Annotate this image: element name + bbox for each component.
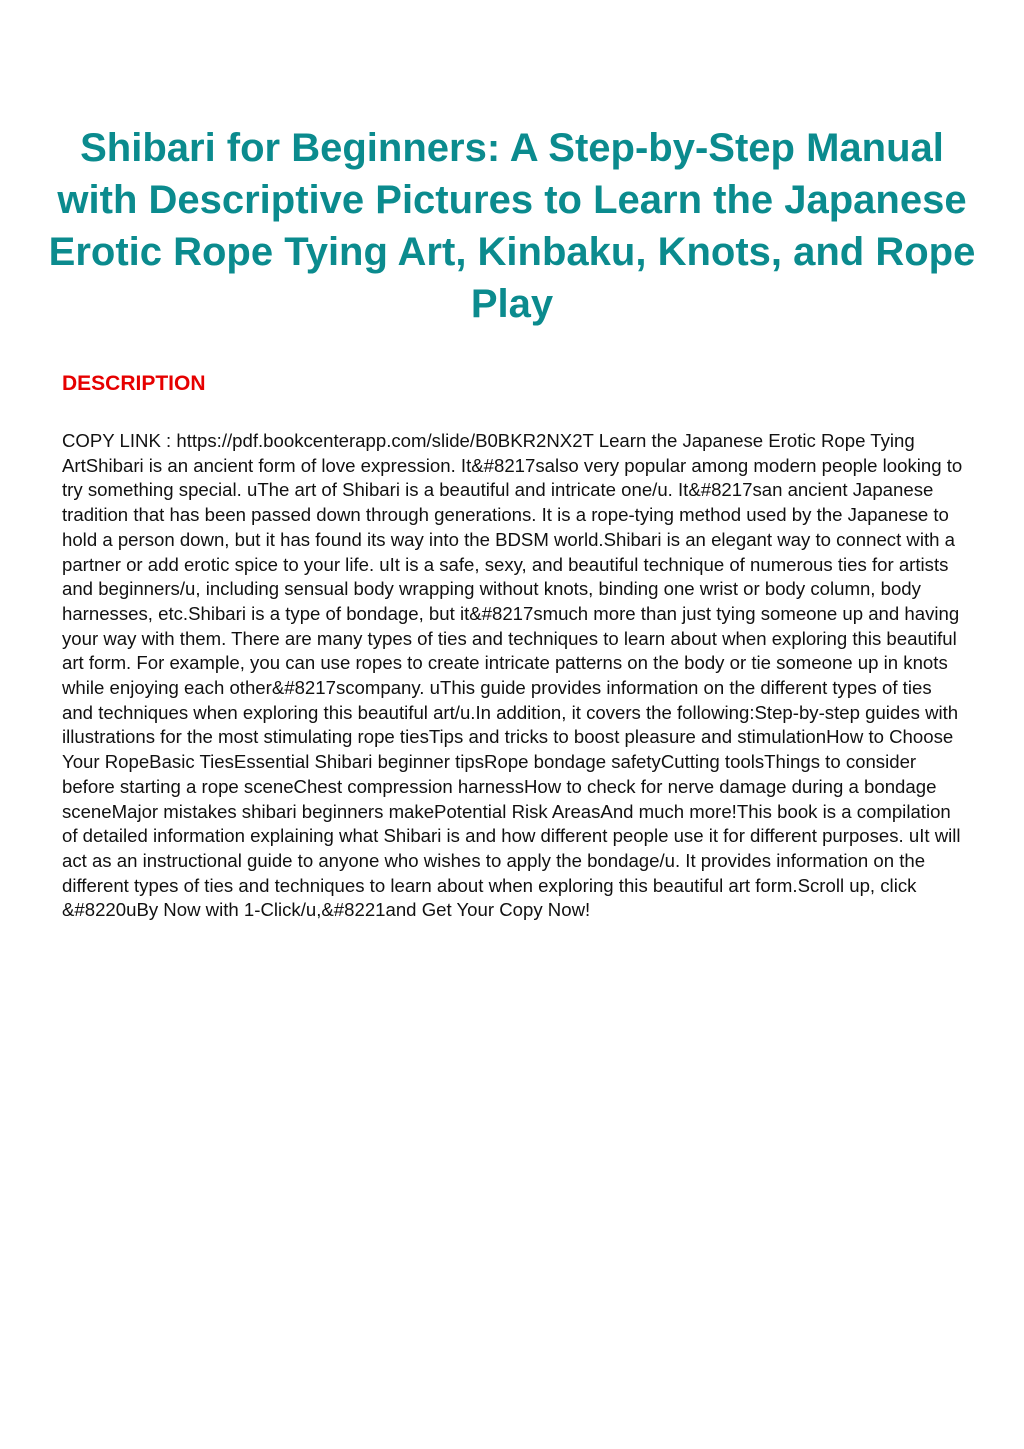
document-title: Shibari for Beginners: A Step-by-Step Manual with Descriptive Pictures to Learn the Japanese Erotic Rope Tying Art, Kinbaku, Knots, and Rope Play xyxy=(48,126,976,326)
description-heading: DESCRIPTION xyxy=(62,372,206,395)
description-text: COPY LINK : https://pdf.bookcenterapp.com/slide/B0BKR2NX2T Learn the Japanese Erotic Rope Tying ArtShibari is an ancient form of love expression. It&#8217salso very popular among modern people looking to try something special. uThe art of Shibari is a beautiful and intricate one/u. It&#8217san ancient Japanese tradition that has been passed down through generations. It is a rope-tying method used by the Japanese to hold a person down, but it has found its way into the BDSM world.Shibari is an elegant way to connect with a partner or add erotic spice to your life. uIt is a safe, sexy, and beautiful technique of numerous ties for artists and beginners/u, including sensual body wrapping without knots, binding one wrist or body column, body harnesses, etc.Shibari is a type of bondage, but it&#8217smuch more than just tying someone up and having your way with them. There are many types of ties and techniques to learn about when exploring this beautiful art form. For example, you can use ropes to create intricate patterns on the body or tie someone up in knots while enjoying each other&#8217scompany. uThis guide provides information on the different types of ties and techniques when exploring this beautiful art/u.In addition, it covers the following:Step-by-step guides with illustrations for the most stimulating rope tiesTips and tricks to boost pleasure and stimulationHow to Choose Your RopeBasic TiesEssential Shibari beginner tipsRope bondage safetyCutting toolsThings to consider before starting a rope sceneChest compression harnessHow to check for nerve damage during a bondage sceneMajor mistakes shibari beginners makePotential Risk AreasAnd much more!This book is a compilation of detailed information explaining what Shibari is and how different people use it for different purposes. uIt will act as an instructional guide to anyone who wishes to apply the bondage/u. It provides information on the different types of ties and techniques to learn about when exploring this beautiful art form.Scroll up, click &#8220uBy Now with 1-Click/u,&#8221and Get Your Copy Now! xyxy=(62,430,963,921)
